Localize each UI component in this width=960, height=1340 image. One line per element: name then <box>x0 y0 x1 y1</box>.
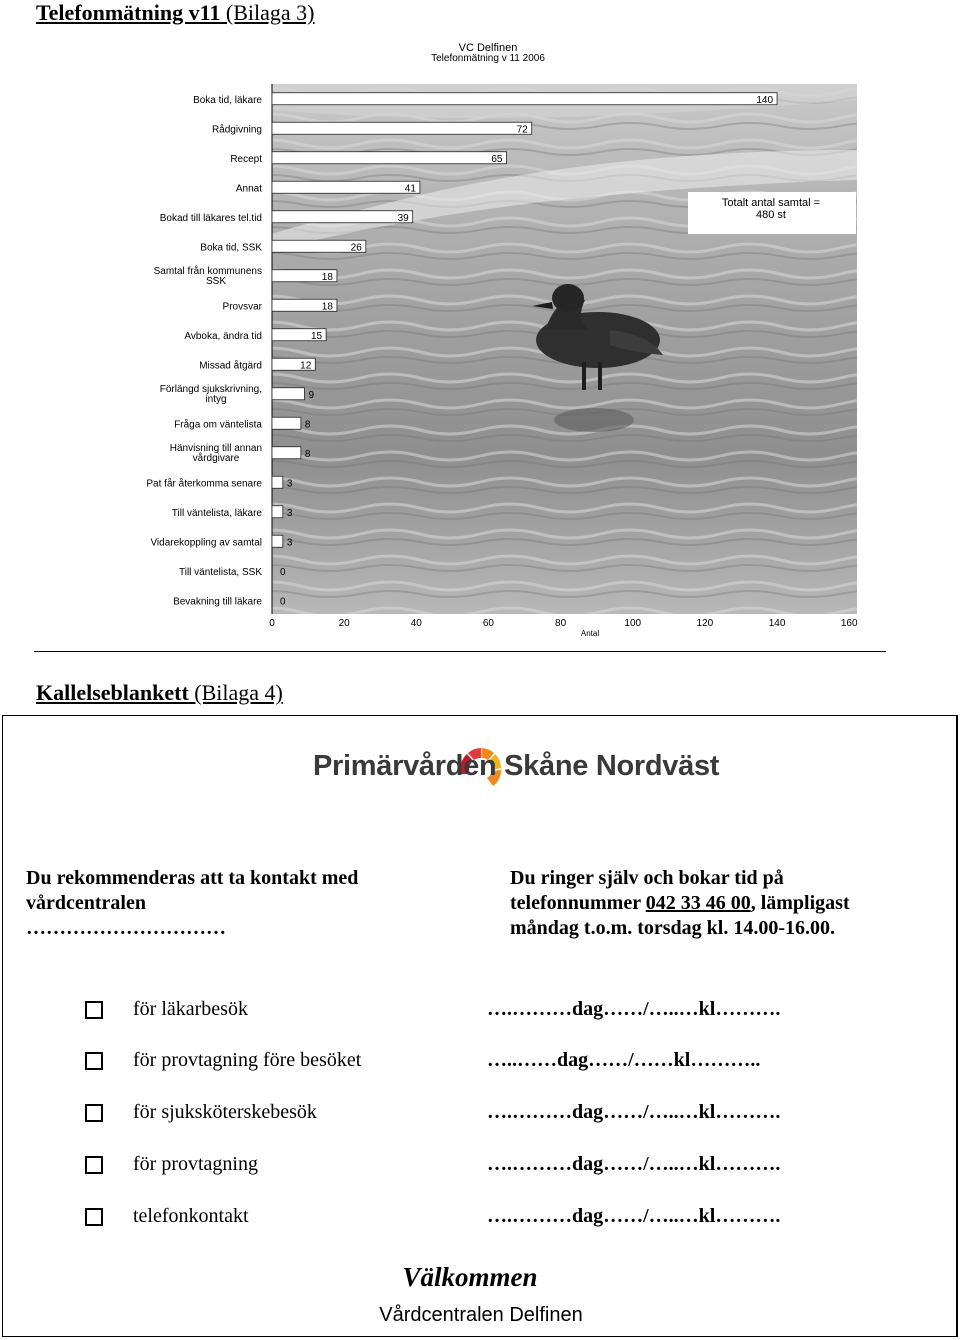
phone-line2 <box>510 891 930 916</box>
row-sjukskoterskebesok <box>0 1101 960 1131</box>
chart-title: VC Delfinen <box>458 42 518 54</box>
row-slot: ….………dag……/…..…kl………. <box>487 1205 781 1227</box>
row-label: för läkarbesök <box>133 998 248 1020</box>
bar-value-label: 12 <box>300 360 312 372</box>
bar <box>272 506 283 518</box>
category-label: SSK <box>205 275 227 287</box>
bar <box>272 388 304 400</box>
recommend-line1: Du rekommenderas att ta kontakt med <box>26 867 359 889</box>
x-tick-label: 40 <box>410 618 422 629</box>
recommend-line2: vårdcentralen <box>26 892 146 914</box>
x-tick-label: 160 <box>840 618 858 629</box>
checkbox[interactable] <box>85 1208 103 1226</box>
category-label: Hänvisning till annan <box>169 442 262 454</box>
category-labels <box>146 95 262 608</box>
bar <box>272 447 301 459</box>
category-label: Missad åtgärd <box>199 360 262 372</box>
category-label: Annat <box>235 183 262 195</box>
phone-line3: måndag t.o.m. torsdag kl. 14.00-16.00. <box>510 917 836 939</box>
bar-value-label: 39 <box>397 212 409 224</box>
phone-instructions <box>510 866 930 941</box>
category-label: intyg <box>205 393 227 405</box>
logo-text: Primärvården Skåne Nordväst <box>313 750 720 782</box>
checkbox[interactable] <box>85 1156 103 1174</box>
category-label: Förlängd sjukskrivning, <box>159 383 262 395</box>
center-name: Vårdcentralen Delfinen <box>379 1304 583 1326</box>
x-tick-label: 120 <box>696 618 714 629</box>
divider-line <box>34 651 886 652</box>
category-label: Bevakning till läkare <box>173 596 262 608</box>
recommend-text <box>26 866 426 941</box>
category-label: Fråga om väntelista <box>174 419 262 431</box>
row-slot: …..……dag……/……kl……….. <box>487 1049 761 1071</box>
phone-suffix: , lämpligast <box>750 892 850 914</box>
bar-value-label: 3 <box>286 537 293 549</box>
category-label: Bokad till läkares tel.tid <box>159 212 262 224</box>
category-label: Provsvar <box>222 301 262 313</box>
bar-value-label: 0 <box>280 596 286 608</box>
bilaga3-heading <box>36 0 314 26</box>
phone-number: 042 33 46 00 <box>645 892 751 914</box>
bar-value-label: 0 <box>280 566 286 578</box>
bar-value-label: 3 <box>286 507 293 519</box>
category-label: Boka tid, SSK <box>200 242 262 254</box>
bar <box>272 535 283 547</box>
heading-suffix: (Bilaga 3) <box>220 0 315 25</box>
row-label: telefonkontakt <box>133 1205 249 1227</box>
x-tick-label: 60 <box>482 618 495 629</box>
bar-value-label: 41 <box>404 183 416 195</box>
x-tick-label: 80 <box>555 618 567 629</box>
category-label: Samtal från kommunens <box>153 265 262 277</box>
x-tick-label: 20 <box>338 618 350 629</box>
annotation-line1: Totalt antal samtal = <box>721 197 821 209</box>
category-label: vårdgivare <box>192 452 240 464</box>
row-provtagning-fore <box>0 1049 960 1079</box>
category-label: Boka tid, läkare <box>193 94 262 106</box>
bar-value-label: 65 <box>491 153 503 165</box>
checkbox[interactable] <box>85 1104 103 1122</box>
heading-title: Telefonmätning v11 <box>36 0 221 25</box>
recommend-dots: ………………………… <box>26 917 226 939</box>
chart-subtitle: Telefonmätning v 11 2006 <box>431 53 545 64</box>
bar-value-label: 15 <box>310 330 323 342</box>
x-axis-label: Antal <box>580 629 600 638</box>
heading-suffix: (Bilaga 4) <box>188 680 283 705</box>
row-label: för provtagning före besöket <box>133 1049 362 1071</box>
row-slot: ….………dag……/…..…kl………. <box>487 1153 781 1175</box>
bar <box>272 93 777 105</box>
row-label: för provtagning <box>133 1153 258 1175</box>
x-tick-label: 100 <box>624 618 642 629</box>
bar-value-label: 8 <box>304 419 311 431</box>
category-label: Avboka, ändra tid <box>184 330 262 342</box>
phone-prefix: telefonnummer <box>510 892 646 914</box>
bar-value-label: 3 <box>286 478 293 490</box>
checkbox[interactable] <box>85 1001 103 1019</box>
category-label: Till väntelista, läkare <box>171 507 262 519</box>
bar-value-label: 26 <box>350 242 362 254</box>
bar <box>272 152 506 164</box>
category-label: Rådgivning <box>211 124 262 136</box>
bar <box>272 417 301 429</box>
bar-value-label: 140 <box>756 94 774 106</box>
x-tick-labels <box>269 618 858 629</box>
row-slot: ….………dag……/…..…kl………. <box>487 1101 781 1123</box>
bar-value-label: 72 <box>516 124 528 136</box>
x-tick-label: 140 <box>768 618 786 629</box>
bar <box>272 181 420 193</box>
bar-chart <box>0 36 960 646</box>
category-label: Vidarekoppling av samtal <box>150 537 262 549</box>
row-provtagning <box>0 1153 960 1183</box>
bar <box>272 211 413 223</box>
row-label: för sjuksköterskebesök <box>133 1101 317 1123</box>
bar-value-label: 18 <box>321 271 333 283</box>
annotation-line2: 480 st <box>756 209 786 221</box>
category-label: Recept <box>230 153 262 165</box>
row-telefonkontakt <box>0 1205 960 1235</box>
bar <box>272 122 532 134</box>
phone-line1: Du ringer själv och bokar tid på <box>510 867 784 889</box>
welcome-text: Välkommen <box>402 1262 538 1292</box>
bilaga4-heading <box>36 680 283 706</box>
category-label: Till väntelista, SSK <box>179 566 262 578</box>
bar <box>272 476 283 488</box>
bar-value-label: 18 <box>321 301 333 313</box>
heading-title: Kallelseblankett <box>36 680 189 705</box>
checkbox[interactable] <box>85 1052 103 1070</box>
x-tick-label: 0 <box>269 618 275 629</box>
bar-value-label: 8 <box>304 448 311 460</box>
total-annotation <box>688 192 856 234</box>
category-label: Pat får återkomma senare <box>146 478 262 490</box>
row-lakarbesok <box>0 998 960 1028</box>
bar-value-label: 9 <box>308 389 315 401</box>
row-slot: ….………dag……/…..…kl………. <box>487 998 781 1020</box>
